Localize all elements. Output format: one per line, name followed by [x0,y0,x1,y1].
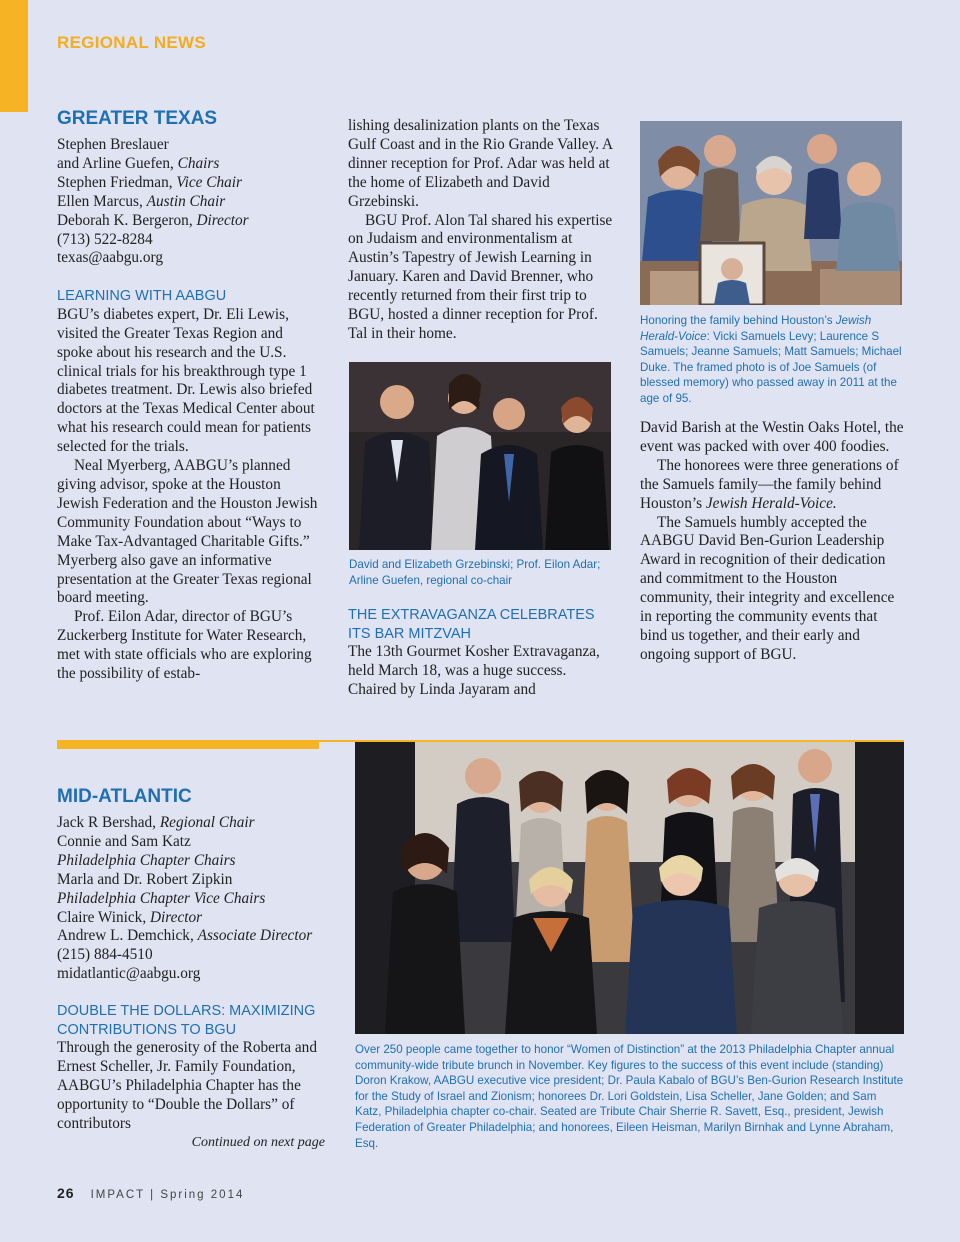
mid-atlantic-title: MID-ATLANTIC [57,786,192,807]
greater-texas-contact-line [57,155,322,174]
greater-texas-contacts [57,136,322,268]
mid-atlantic-contact-name: Connie and Sam Katz [57,832,191,850]
learning-paragraph-1: BGU’s diabetes expert, Dr. Eli Lewis, visited the Greater Texas Region and spoke about his research and the U.S. clinical trials for his breakthrough type 1 diabetes treatment. Dr. Lewis also briefed doctors at the Texas Medical Center about what his research could mean for patients selected for the trials. [57,305,315,456]
photo2-caption-publication: Jewish Herald-Voice [640,314,872,343]
mid-atlantic-contact-role: Regional Chair [159,814,255,831]
mid-atlantic-contact-name: midatlantic@aabgu.org [57,965,201,983]
publication-label: IMPACT | Spring 2014 [90,1189,245,1201]
photo-samuels-family [640,121,902,305]
greater-texas-contact-line [57,212,322,231]
continued-note: Continued on next page [191,1134,325,1150]
mid-atlantic-contact-line [57,965,325,984]
learning-paragraph-3: Prof. Eilon Adar, director of BGU’s Zuckerberg Institute for Water Research, met with state officials who are exploring the possibility of estab- [57,608,312,683]
greater-texas-contact-role: Vice Chair [176,173,242,191]
photo-grzebinski-adar-guefen [349,362,611,550]
greater-texas-contact-name: texas@aabgu.org [57,249,163,267]
extravaganza-paragraph-1: The 13th Gourmet Kosher Extravaganza, held March 18, was a huge success. Chaired by Linda Jayaram and [348,643,600,698]
photo-women-of-distinction [355,742,904,1034]
greater-texas-contact-name: and Arline Guefen, [57,154,178,172]
col3-paragraph-2-publication: Jewish Herald-Voice. [705,494,837,512]
mid-atlantic-contact-role: Associate Director [197,927,313,945]
side-accent-tab [0,0,28,112]
mid-atlantic-contact-line [57,946,325,965]
mid-atlantic-contact-name: Marla and Dr. Robert Zipkin [57,870,233,888]
greater-texas-title: GREATER TEXAS [57,108,218,129]
mid-atlantic-contact-line [57,814,325,833]
mid-atlantic-contact-line [57,871,325,890]
photo1-caption: David and Elizabeth Grzebinski; Prof. Eilon Adar; Arline Guefen, regional co-chair [349,558,601,587]
col3-paragraph-3: The Samuels humbly accepted the AABGU David Ben-Gurion Leadership Award in recognition of their dedication and commitment to the Houston community, their integrity and excellence in reporting the community events that bind us together, and their early and ongoing support of BGU. [640,513,895,663]
greater-texas-column-3 [640,419,905,665]
greater-texas-contact-role: Director [196,211,249,229]
double-dollars-heading-line-1: DOUBLE THE DOLLARS: MAXIMIZING [57,1003,316,1020]
mid-atlantic-contact-line [57,909,325,928]
col2-paragraph-2: BGU Prof. Alon Tal shared his expertise on Judaism and environmentalism at Austin’s Tapestry of Jewish Learning in January. Karen and David Brenner, who recently returned from their first trip to BGU, hosted a dinner reception for Prof. Tal in their home. [348,211,613,342]
greater-texas-contact-line [57,136,322,155]
photo2-caption-part-a: Honoring the family behind Houston’s [640,314,836,327]
learning-paragraph-2: Neal Myerberg, AABGU’s planned giving advisor, spoke at the Houston Jewish Federation and the Houston Jewish Community Foundation about “Ways to Make Tax-Advantaged Charitable Gifts.” Myerberg also gave an informative presentation at the Greater Texas regional board meeting. [57,457,318,607]
greater-texas-contact-name: Stephen Breslauer [57,136,169,153]
col3-paragraph-2 [640,457,905,514]
mid-atlantic-contact-line [57,927,325,946]
learning-heading: LEARNING WITH AABGU [57,288,227,305]
photo3-caption: Over 250 people came together to honor “Women of Distinction” at the 2013 Philadelphia Chapter annual community-wide tribute brunch in November. Key figures to the success of this event include (standing) Doron Krakow, AABGU executive vice president; Dr. Paula Kabalo of BGU’s Ben-Gurion Research Institute for the Study of Israel and Zionism; honorees Dr. Lori Goldstein, Lisa Scheller, Jane Golden; and Sam Katz, Philadelphia chapter co-chair. Seated are Tribute Chair Sherrie R. Savett, Esq., president, Jewish Federation of Greater Philadelphia; and honorees, Eileen Heisman, Marilyn Birnhak and Lynne Abraham, Esq. [355,1043,904,1150]
mid-atlantic-contact-line [57,833,325,852]
photo2-caption-part-b: : Vicki Samuels Levy; Laurence S Samuels; Jeanne Samuels; Matt Samuels; Michael Duke. The framed photo is of Joe Samuels (of blessed memory) who passed away in 2011 at the age of 95. [640,329,902,405]
section-kicker: REGIONAL NEWS [57,33,207,52]
greater-texas-contact-line [57,193,322,212]
photo1-caption-block [349,557,615,588]
mid-atlantic-contact-line [57,890,325,909]
greater-texas-column-2 [348,117,614,344]
photo3-caption-block [355,1042,904,1151]
mid-atlantic-contact-name: Jack R Bershad, [57,814,160,831]
col3-paragraph-2-text: The honorees were three generations of the Samuels family—the family behind Houston’s [640,456,899,512]
mid-atlantic-contact-name: (215) 884-4510 [57,946,153,964]
mid-atlantic-contact-role: Director [149,908,203,926]
photo2-caption-block [640,313,902,407]
greater-texas-contact-name: Ellen Marcus, [57,192,147,210]
extravaganza-block [348,606,614,700]
double-dollars-paragraph: Through the generosity of the Roberta and Ernest Scheller, Jr. Family Foundation, AABGU’s Philadelphia Chapter has the opportunity to “Double the Dollars” of contributors [57,1039,317,1132]
extravaganza-heading-line-1: THE EXTRAVAGANZA CELEBRATES [348,607,595,623]
mid-atlantic-contact-line [57,852,325,871]
col3-paragraph-1: David Barish at the Westin Oaks Hotel, the event was packed with over 400 foodies. [640,419,904,455]
greater-texas-contact-role: Chairs [177,154,220,172]
mid-atlantic-contact-role: Philadelphia Chapter Vice Chairs [57,889,266,907]
mid-atlantic-contacts [57,814,325,984]
page-footer [57,1185,244,1203]
mid-atlantic-contact-name: Andrew L. Demchick, [57,927,198,945]
greater-texas-contact-name: Stephen Friedman, [57,173,177,191]
extravaganza-heading-line-2: ITS BAR MITZVAH [348,625,471,642]
col2-paragraph-1: lishing desalinization plants on the Texas Gulf Coast and in the Rio Grande Valley. A dinner reception for Prof. Adar was held at the home of Elizabeth and David Grzebinski. [348,117,613,210]
greater-texas-contact-line [57,231,322,250]
page-number: 26 [57,1185,75,1201]
greater-texas-contact-name: (713) 522-8284 [57,230,153,248]
mid-atlantic-contact-role: Philadelphia Chapter Chairs [57,851,236,869]
greater-texas-contact-line [57,174,322,193]
double-dollars-heading-line-2: CONTRIBUTIONS TO BGU [57,1021,237,1038]
photo2-caption [640,313,902,407]
greater-texas-contact-role: Austin Chair [146,192,226,210]
mid-atlantic-contact-name: Claire Winick, [57,908,150,926]
mid-atlantic-column [57,786,325,1153]
mid-atlantic-divider-bar [57,740,319,749]
greater-texas-column-1 [57,108,322,684]
greater-texas-contact-line [57,249,322,268]
greater-texas-contact-name: Deborah K. Bergeron, [57,211,197,229]
